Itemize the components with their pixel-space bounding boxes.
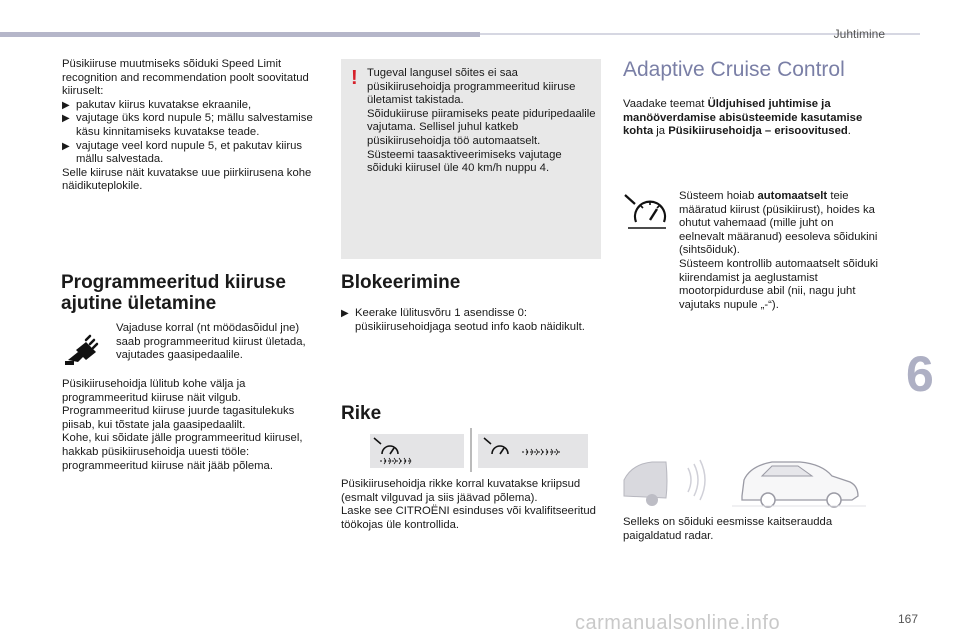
section-heading-override: Programmeeritud kiiruse ajutine ületamine (61, 272, 286, 314)
arrow-icon: ▶ (341, 308, 349, 319)
watermark: carmanualsonline.info (575, 612, 781, 634)
hand-on-pedal-icon (62, 330, 102, 370)
arrow-icon: ▶ (62, 99, 70, 111)
reference-text: Vaadake teemat Üldjuhised juhtimise ja manööverdamise abisüsteemide kasutamise kohta ja Püsikiirusehoidja – erisoovitused. (623, 98, 863, 138)
arrow-icon: ▶ (62, 113, 70, 125)
blocking-item: ▶ Keerake lülitusvõru 1 asendisse 0: püsikiirusehoidjaga seotud info kaob näidikult. (341, 307, 585, 333)
car-radar-illustration (622, 452, 872, 508)
override-icon-text: Vajaduse korral (nt möödasõidul jne) saab programmeeritud kiirust ületada, vajutades gaasipedaalile. (116, 322, 306, 362)
system-text: Süsteem hoiab automaatselt teie määratud kiirust (püsikiirust), hoides ka ohutut vahemaad (mille juht on eelnevalt määranud) eesoleva sõidukini (sihtsõiduk). Süsteem kontrollib automaatselt sõiduki kiirendamist ja aeglustamist mootorpidurduse abil (nii, nagu juht vajutaks nupule „-“). (679, 190, 879, 311)
speedometer-icon (622, 192, 668, 232)
radar-caption: Selleks on sõiduki eesmisse kaitseraudda paigaldatud radar. (623, 516, 833, 542)
fault-heading: Rike (341, 403, 382, 424)
speedometer-dashes-icon (372, 436, 462, 468)
list-item: ▶ pakutav kiirus kuvatakse ekraanile, (62, 98, 252, 111)
intro-text: Püsikiiruse muutmiseks sõiduki Speed Limit recognition and recommendation poolt soovitatud kiiruselt: (62, 58, 309, 98)
chapter-title: Juhtimine (833, 27, 885, 41)
intro-block (62, 58, 324, 194)
intro-text: Selle kiiruse näit kuvatakse uue piirkiirusena kohe näidikuteplokile. (62, 166, 312, 193)
arrow-icon: ▶ (62, 140, 70, 152)
fault-text: Püsikiirusehoidja rikke korral kuvatakse kriipsud (esmalt vilguvad ja siis jäävad põlema). Laske see CITROËNI esinduses või kvalifitseeritud töökojas üle kontrollida. (341, 478, 596, 531)
acc-heading: Adaptive Cruise Control (623, 58, 845, 81)
list-item: ▶ vajutage üks kord nupule 5; mällu salvestamise käsu kinnitamiseks kuvatakse teade. (62, 112, 313, 138)
tile-divider (470, 428, 472, 472)
list-item: ▶ vajutage veel kord nupule 5, et pakutav kiirus mällu salvestada. (62, 139, 303, 166)
blocking-heading: Blokeerimine (341, 272, 461, 293)
warning-mark: ! (351, 67, 358, 89)
page-number: 167 (898, 612, 919, 626)
speedometer-dashes-icon (482, 436, 582, 468)
warning-box (341, 59, 601, 259)
chapter-number: 6 (906, 346, 934, 402)
warning-text: Tugeval langusel sõites ei saa püsikiirusehoidja programmeeritud kiiruse ületamist takistada. Sõidukiiruse piiramiseks peate piduripedaalile vajutama. Sellisel juhul katkeb püsikiirusehoidja töö automaatselt. Süsteemi taasaktiveerimiseks vajutage sõiduki kiirusel üle 40 km/h nuppu 4. (367, 67, 596, 175)
header-bar (0, 32, 480, 37)
override-body: Püsikiirusehoidja lülitub kohe välja ja programmeeritud kiiruse näit vilgub. Programmeeritud kiiruse juurde tagasitulekuks piisab, kui tõstate jala gaasipedaalilt. Kohe, kui sõidate jälle programmeeritud kiirusel, hakkab püsikiirusehoidja uuesti tööle: programmeeritud kiiruse näit jääb põlema. (62, 378, 303, 472)
